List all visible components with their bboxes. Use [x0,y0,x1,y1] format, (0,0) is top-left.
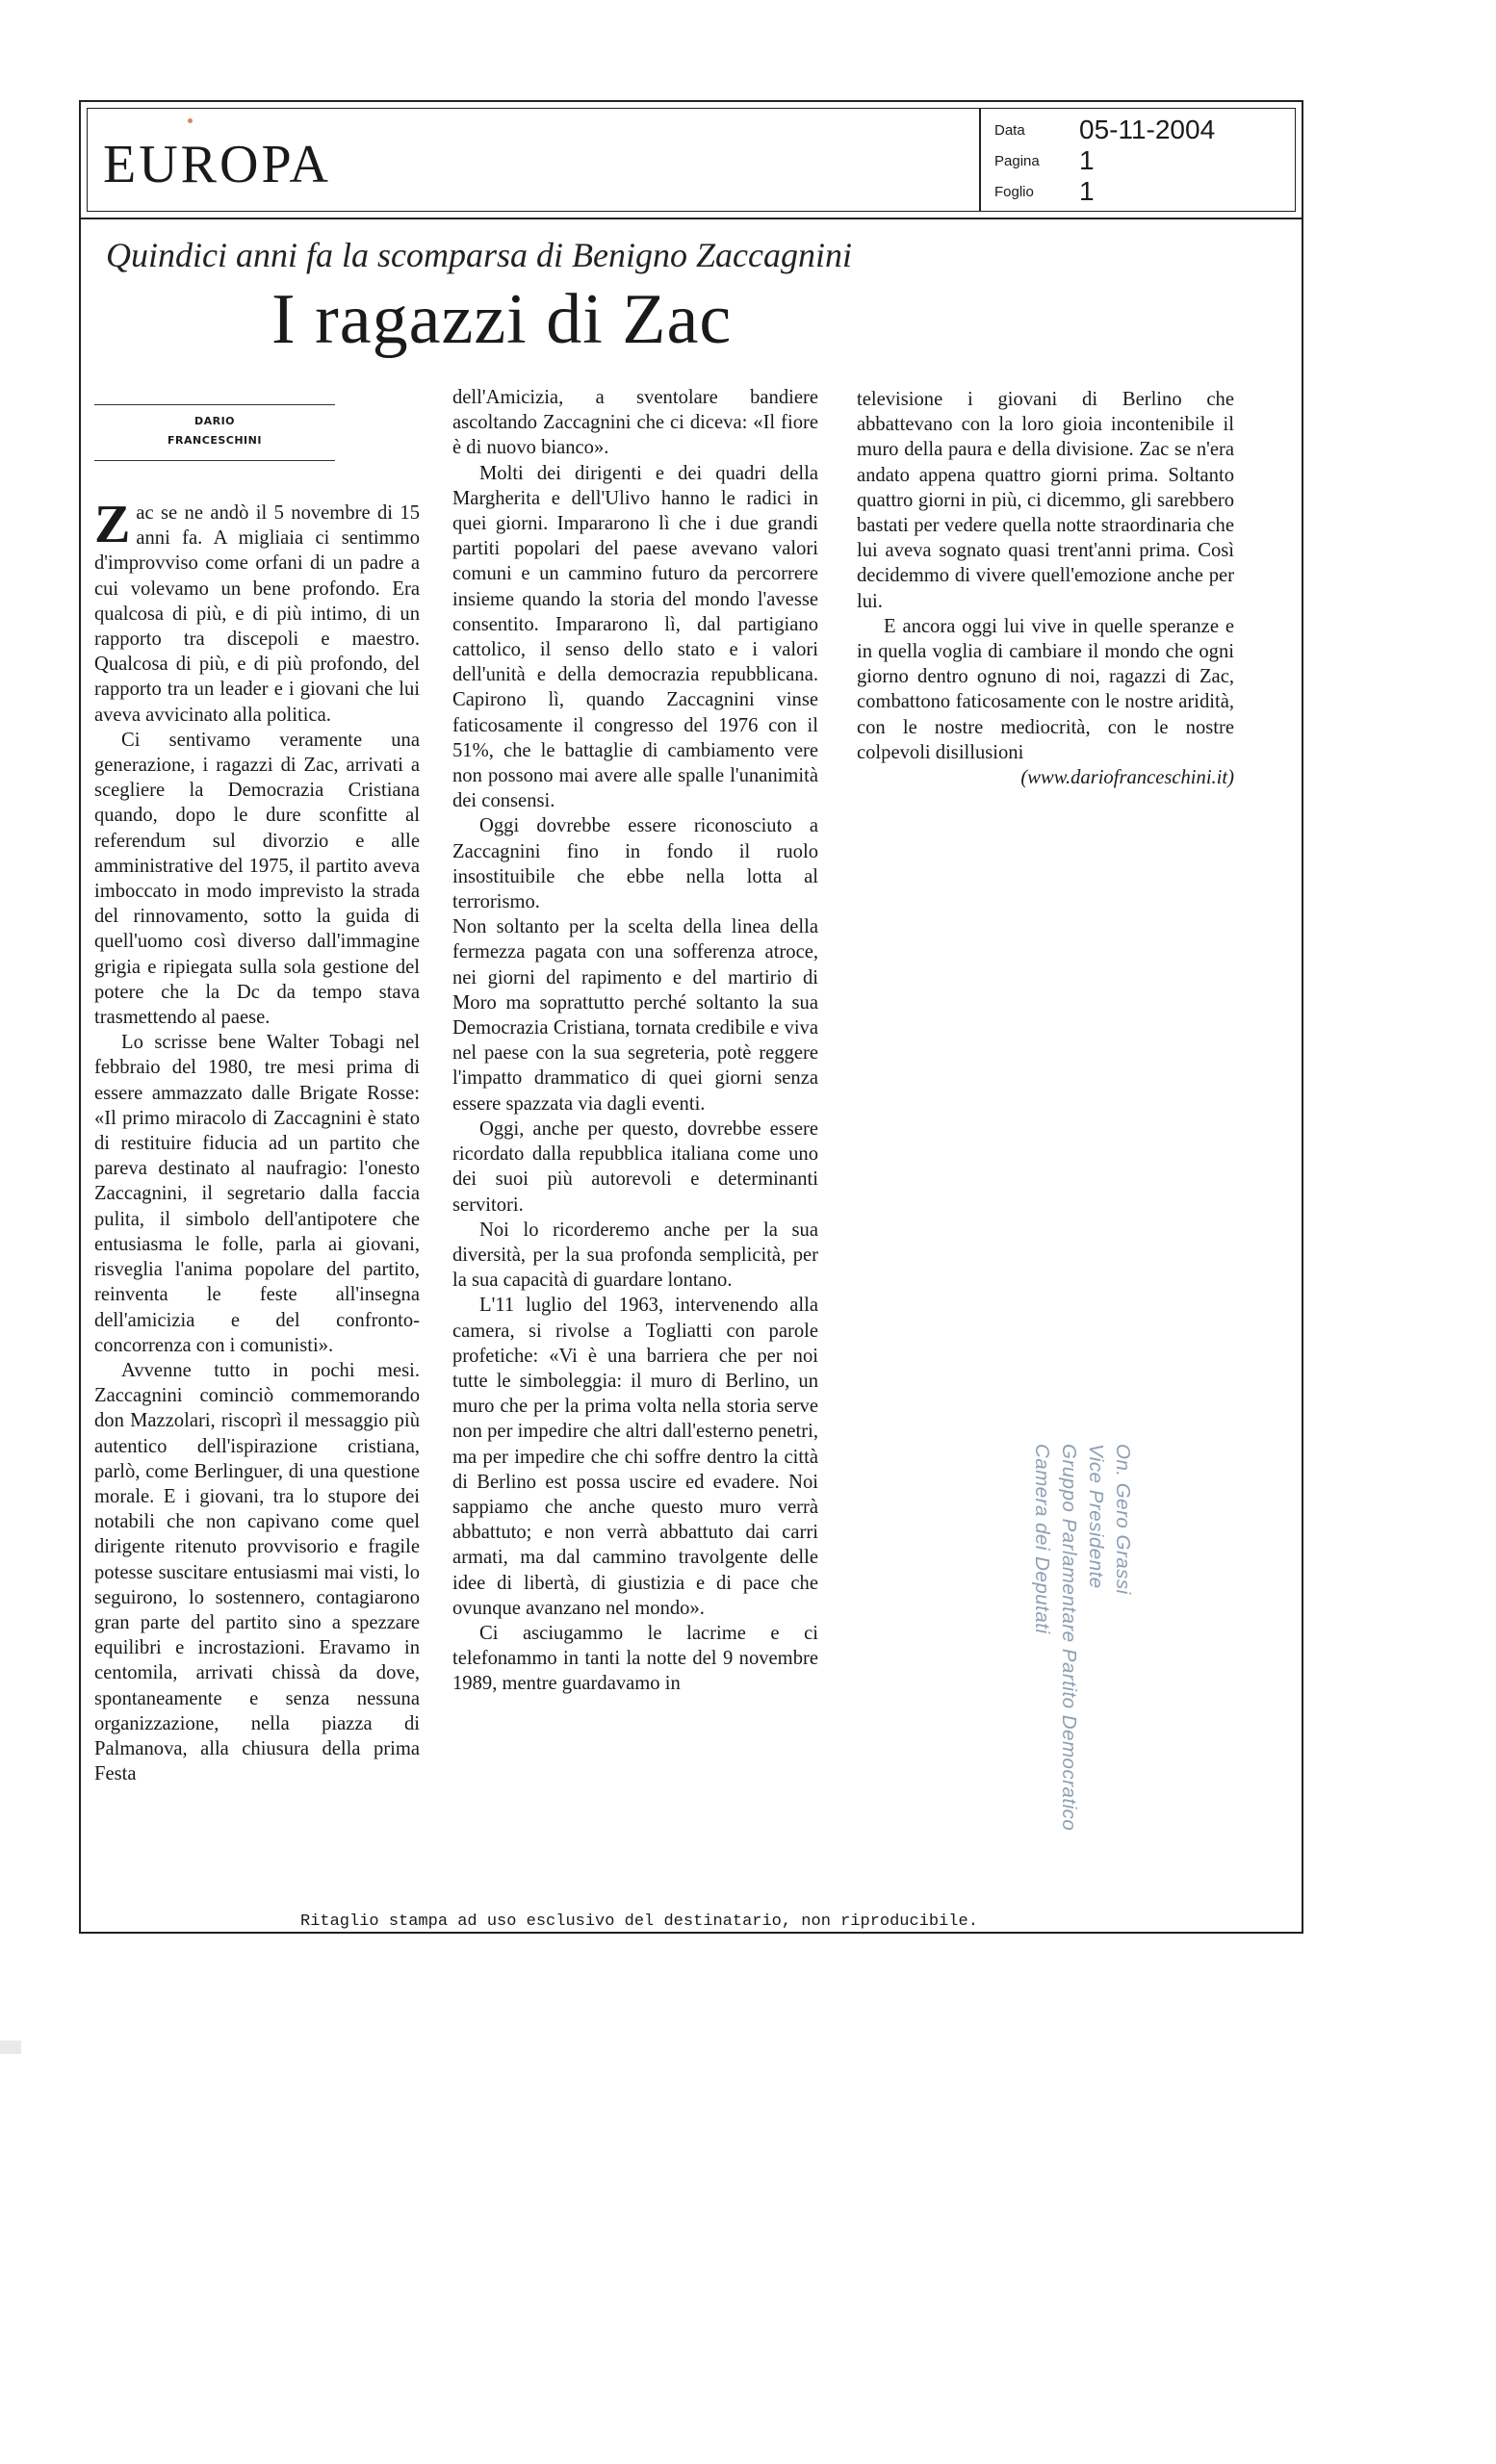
stamp-line: Gruppo Parlamentare Partito Democratico [1058,1444,1080,1832]
article-headline: I ragazzi di Zac [271,280,733,359]
byline-rule-top [94,404,335,405]
stamp-line: On. Gero Grassi [1112,1444,1134,1595]
footer-notice: Ritaglio stampa ad uso esclusivo del destinatario, non riproducibile. [300,1912,978,1931]
byline-last-name: FRANCESCHINI [168,434,262,447]
date-label: Data [994,121,1025,139]
article-column-1 [94,495,420,1786]
header-inner-frame [87,108,1296,212]
paragraph: Oggi dovrebbe essere riconosciuto a Zaccagnini fino in fondo il ruolo insostituibile che ebbe nella lotta al terrorismo. [452,815,818,913]
paragraph: L'11 luglio del 1963, intervenendo alla camera, si rivolse a Togliatti con parole profetiche: «Vi è una barriera che per noi tutte le simboleggia: il muro di Berlino, un muro che per la prima volta nella storia serve non per impedire che altri dall'esterno penetri, ma per impedire che chi soffre dentro la città di Berlino est possa uscire ed evadere. Noi sappiamo che anche questo muro verrà abbattuto; e non verrà abbattuto dai carri armati, ma dal cammino travolgente delle idee di libertà, di giustizia e di pace che ovunque avanzano nel mondo». [452,1295,818,1619]
paragraph: Molti dei dirigenti e dei quadri della Margherita e dell'Ulivo hanno le radici in quei giorni. Impararono lì che i due grandi partiti popolari del paese avevano valori comuni e un cammino futuro da percorrere insieme quando la storia del mondo l'avesse consentito. Impararono lì, dal partigiano cattolico, il senso dello stato e i valori dell'unità e della democrazia repubblicana. Capirono lì, quando Zaccagnini vinse faticosamente il congresso del 1976 con il 51%, che le battaglie di cambiamento vere non possono mai avere alle spalle l'unanimità dei consensi. [452,462,818,812]
article-kicker: Quindici anni fa la scomparsa di Benigno Zaccagnini [106,236,852,274]
paragraph: Non soltanto per la scelta della linea della fermezza pagata con una sofferenza atroce, nei giorni del rapimento e del martirio di Moro ma soprattutto perché soltanto la sua Democrazia Cristiana, tornata credibile e viva nel paese con la sua segreteria, potè reggere l'impatto drammatico di quei giorni senza essere spazzata via dagli eventi. [452,916,818,1115]
article-column-2 [452,385,818,1697]
article-column-3 [857,387,1234,790]
paragraph: E ancora oggi lui vive in quelle speranze e in quella voglia di cambiare il mondo che ogni giorno dentro ognuno di noi, ragazzi di Zac, combattono faticosamente con le nostre aridità, con le nostre mediocrità, con le nostre colpevoli disillusioni [857,615,1234,763]
office-stamp [943,1444,1136,1832]
masthead-ink-dot [188,118,193,123]
stamp-line: Vice Presidente [1085,1444,1107,1589]
page-row [994,145,1095,176]
sheet-value: 1 [1079,176,1095,206]
byline-first-name: DARIO [193,415,236,427]
meta-box [979,109,1289,211]
sheet-label: Foglio [994,183,1034,200]
sheet-row [994,176,1095,207]
paragraph: Ci sentivamo veramente una generazione, i ragazzi di Zac, arrivati a scegliere la Democrazia Cristiana quando, dopo le dure sconfitte al referendum sul divorzio e alle amministrative del 1975, il partito aveva imboccato in modo imprevisto la strada del rinnovamento, sotto la guida di quell'uomo così diverso dall'immagine grigia e ripiegata sulla sola gestione del potere che la Dc da tempo stava trasmettendo al paese. [94,729,420,1029]
drop-cap: Z [94,495,131,554]
date-value: 05-11-2004 [1079,115,1216,144]
date-row [994,115,1215,145]
byline-rule-bottom [94,460,335,461]
paragraph [94,495,420,728]
page-value: 1 [1079,145,1095,175]
paragraph: Lo scrisse bene Walter Tobagi nel febbraio del 1980, tre mesi prima di essere ammazzato dalle Brigate Rosse: «Il primo miracolo di Zaccagnini è stato di restituire fiducia ad un partito che pareva destinato al naufragio: l'onesto Zaccagnini, il segretario dalla faccia pulita, il simbolo dell'antipotere che entusiasma le folle, parla ai giovani, risveglia l'anima popolare del partito, reinventa le feste all'insegna dell'amicizia e del confronto-concorrenza con i comunisti». [94,1032,420,1356]
page-label: Pagina [994,152,1040,169]
paragraph: Ci asciugammo le lacrime e ci telefonammo in tanti la notte del 9 novembre 1989, mentre guardavamo in [452,1622,818,1695]
paragraph: Noi lo ricorderemo anche per la sua diversità, per la sua profonda semplicità, per la sua capacità di guardare lontano. [452,1219,818,1292]
masthead-logo: EUROPA [103,135,331,194]
paragraph: Oggi, anche per questo, dovrebbe essere ricordato dalla repubblica italiana come uno dei suoi più autorevoli e determinanti servitori. [452,1117,818,1216]
paragraph: televisione i giovani di Berlino che abbattevano con la loro gioia incontenibile il muro della paura e della divisione. Zac se n'era andato appena quattro giorni prima. Soltanto quattro giorni in più, ci dicemmo, gli sarebbero bastati per vedere quella notte straordinaria che lui aveva sognato quasi trent'anni prima. Così decidemmo di vivere quell'emozione anche per lui. [857,389,1234,612]
paragraph: dell'Amicizia, a sventolare bandiere ascoltando Zaccagnini che ci diceva: «Il fiore è di nuovo bianco». [452,387,818,459]
scan-edge-mark [0,2040,21,2054]
paragraph: Avvenne tutto in pochi mesi. Zaccagnini cominciò commemorando don Mazzolari, riscoprì il messaggio più autentico dell'ispirazione cristiana, parlò, come Berlinguer, di una questione morale. E i giovani, tra lo stupore dei notabili che non capivano come quel dirigente ritenuto provvisorio e fragile potesse suscitare entusiasmi mai visti, lo seguirono, lo sostennero, contagiarono gran parte del partito sino a spezzare equilibri e incrostazioni. Eravamo in centomila, arrivati chissà da dove, spontaneamente e senza nessuna organizzazione, nella piazza di Palmanova, alla chiusura della prima Festa [94,1359,420,1785]
stamp-line: Camera dei Deputati [1031,1444,1053,1634]
paragraph-text: ac se ne andò il 5 novembre di 15 anni fa. A migliaia ci sentimmo d'improvviso come orfani di un padre a cui volevamo un bene profondo. Era qualcosa di più, e di più intimo, di un rapporto tra discepoli e maestro. Qualcosa di più, e di più profondo, del rapporto tra un leader e i giovani che lui aveva avvicinato alla politica. [94,502,420,726]
clipping-header [79,100,1303,219]
author-website: (www.dariofranceschini.it) [1020,767,1234,789]
